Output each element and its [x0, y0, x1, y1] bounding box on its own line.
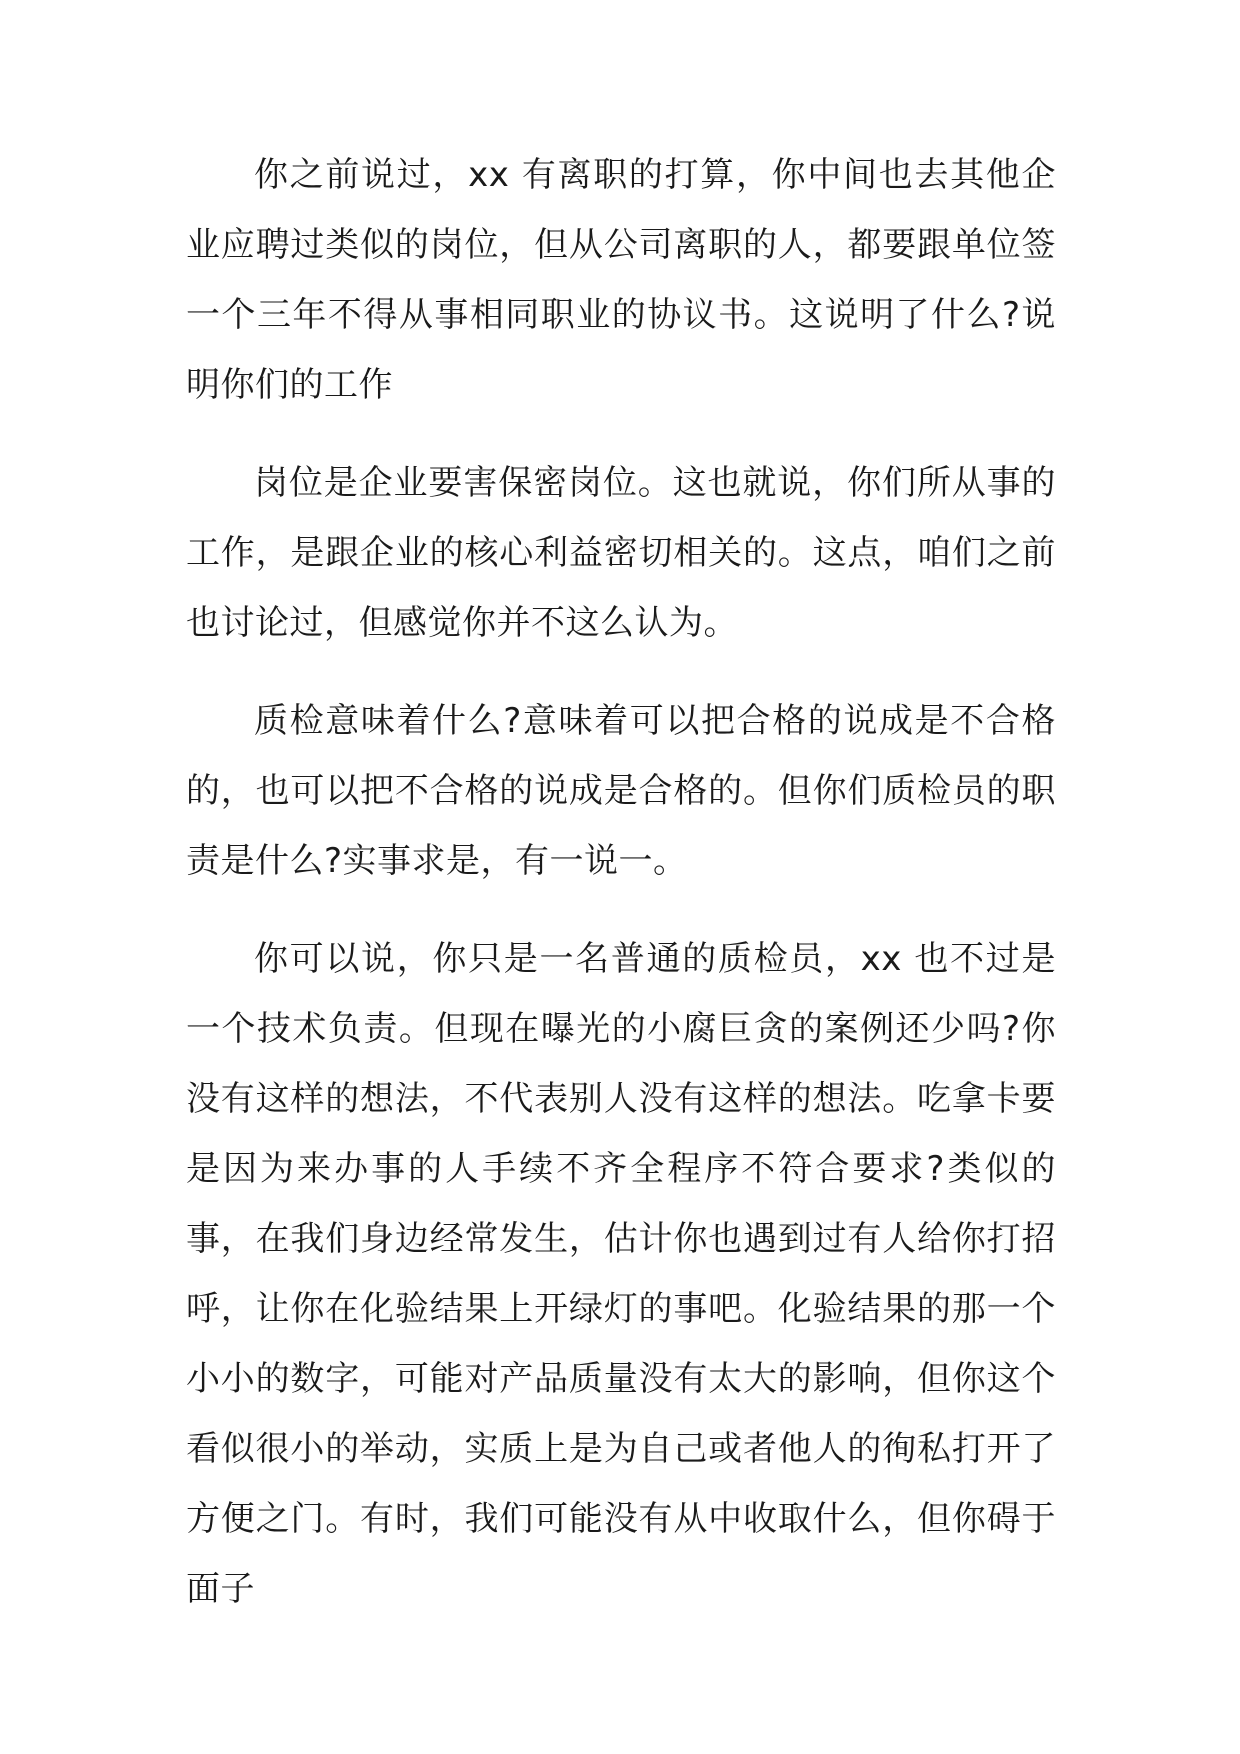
document-page [186, 140, 1056, 1652]
paragraph-4: 你可以说，你只是一名普通的质检员，xx 也不过是一个技术负责。但现在曝光的小腐巨贪的案例还少吗?你没有这样的想法，不代表别人没有这样的想法。吃拿卡要是因为来办事的人手续不齐全程序不符合要求?类似的事，在我们身边经常发生，估计你也遇到过有人给你打招呼，让你在化验结果上开绿灯的事吧。化验结果的那一个小小的数字，可能对产品质量没有太大的影响，但你这个看似很小的举动，实质上是为自己或者他人的徇私打开了方便之门。有时，我们可能没有从中收取什么，但你碍于面子 [186, 939, 1056, 1609]
paragraph-3: 质检意味着什么?意味着可以把合格的说成是不合格的，也可以把不合格的说成是合格的。但你们质检员的职责是什么?实事求是，有一说一。 [186, 701, 1056, 881]
paragraph-1: 你之前说过，xx 有离职的打算，你中间也去其他企业应聘过类似的岗位，但从公司离职的人，都要跟单位签一个三年不得从事相同职业的协议书。这说明了什么?说明你们的工作 [186, 155, 1056, 405]
paragraph-2: 岗位是企业要害保密岗位。这也就说，你们所从事的工作，是跟企业的核心利益密切相关的。这点，咱们之前也讨论过，但感觉你并不这么认为。 [186, 463, 1056, 643]
